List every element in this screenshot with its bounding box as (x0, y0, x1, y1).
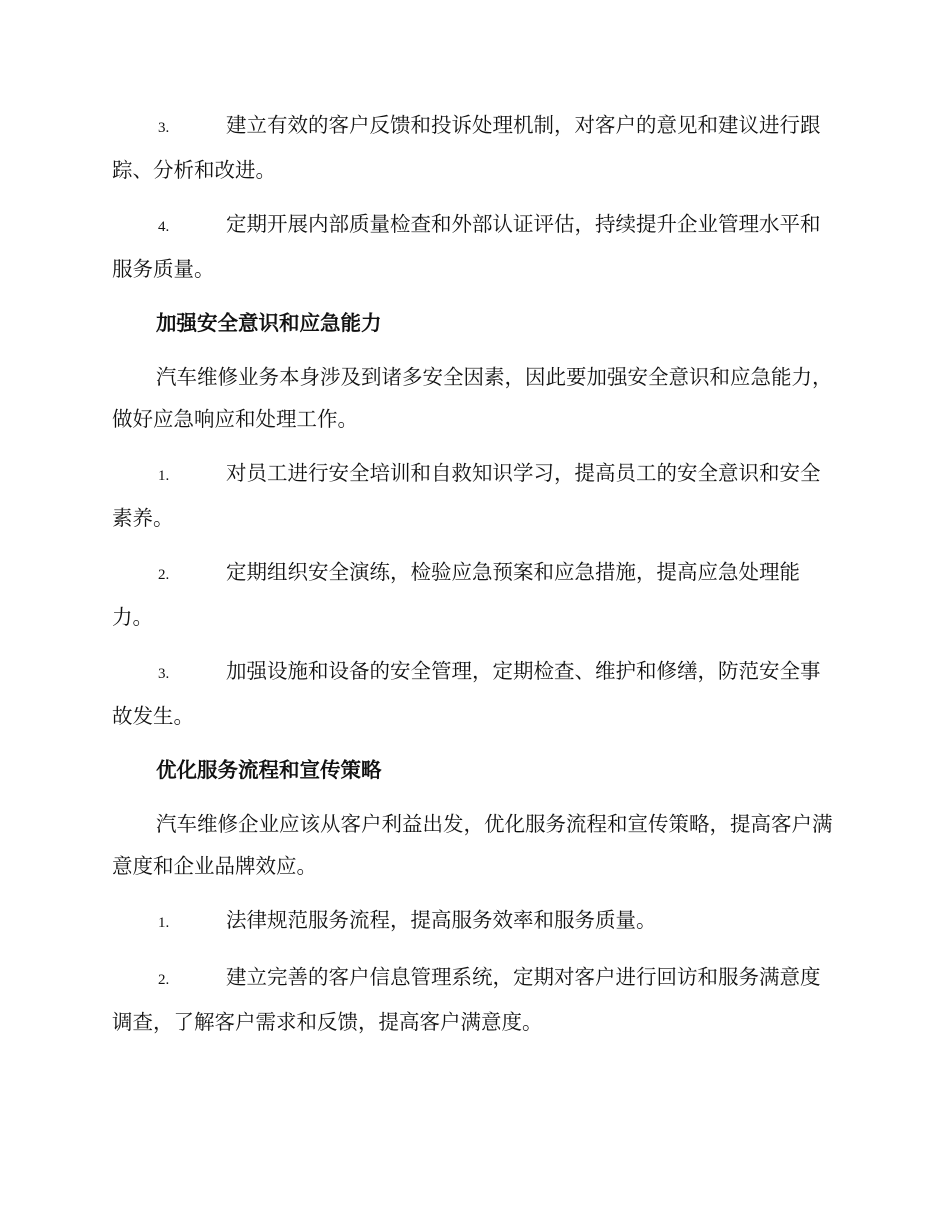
list-item-text: 定期开展内部质量检查和外部认证评估，持续提升企业管理水平和服务质量。 (112, 212, 821, 281)
document-page (112, 104, 836, 1055)
section-service (112, 749, 836, 1043)
list-item-number: 2. (158, 567, 170, 583)
list-item (112, 551, 836, 638)
section-quality-continued (112, 104, 836, 290)
list-item-text: 建立完善的客户信息管理系统，定期对客户进行回访和服务满意度调查，了解客户需求和反馈，提高客户满意度。 (112, 965, 821, 1034)
list-item-text: 建立有效的客户反馈和投诉处理机制，对客户的意见和建议进行跟踪、分析和改进。 (112, 113, 821, 182)
section-paragraph: 汽车维修业务本身涉及到诸多安全因素，因此要加强安全意识和应急能力，做好应急响应和处理工作。 (112, 365, 833, 431)
list-item (112, 650, 836, 737)
list-item-text: 加强设施和设备的安全管理，定期检查、维护和修缮，防范安全事故发生。 (112, 659, 821, 728)
section-paragraph: 汽车维修企业应该从客户利益出发，优化服务流程和宣传策略，提高客户满意度和企业品牌效应。 (112, 812, 833, 878)
list-item (112, 203, 836, 290)
list-item (112, 899, 836, 944)
list-item-number: 3. (158, 666, 170, 682)
list-item-text: 定期组织安全演练，检验应急预案和应急措施，提高应急处理能力。 (112, 560, 800, 629)
list-item (112, 452, 836, 539)
list-item-number: 4. (158, 219, 170, 235)
list-item-number: 1. (158, 468, 170, 484)
list-item-number: 2. (158, 972, 170, 988)
list-item-number: 3. (158, 120, 170, 136)
list-item-text: 法律规范服务流程，提高服务效率和服务质量。 (226, 908, 657, 932)
list-item-text: 对员工进行安全培训和自救知识学习，提高员工的安全意识和安全素养。 (112, 461, 821, 530)
section-safety (112, 302, 836, 737)
section-heading: 优化服务流程和宣传策略 (156, 758, 382, 782)
section-heading: 加强安全意识和应急能力 (156, 311, 382, 335)
list-item-number: 1. (158, 915, 170, 931)
list-item (112, 956, 836, 1043)
list-item (112, 104, 836, 191)
